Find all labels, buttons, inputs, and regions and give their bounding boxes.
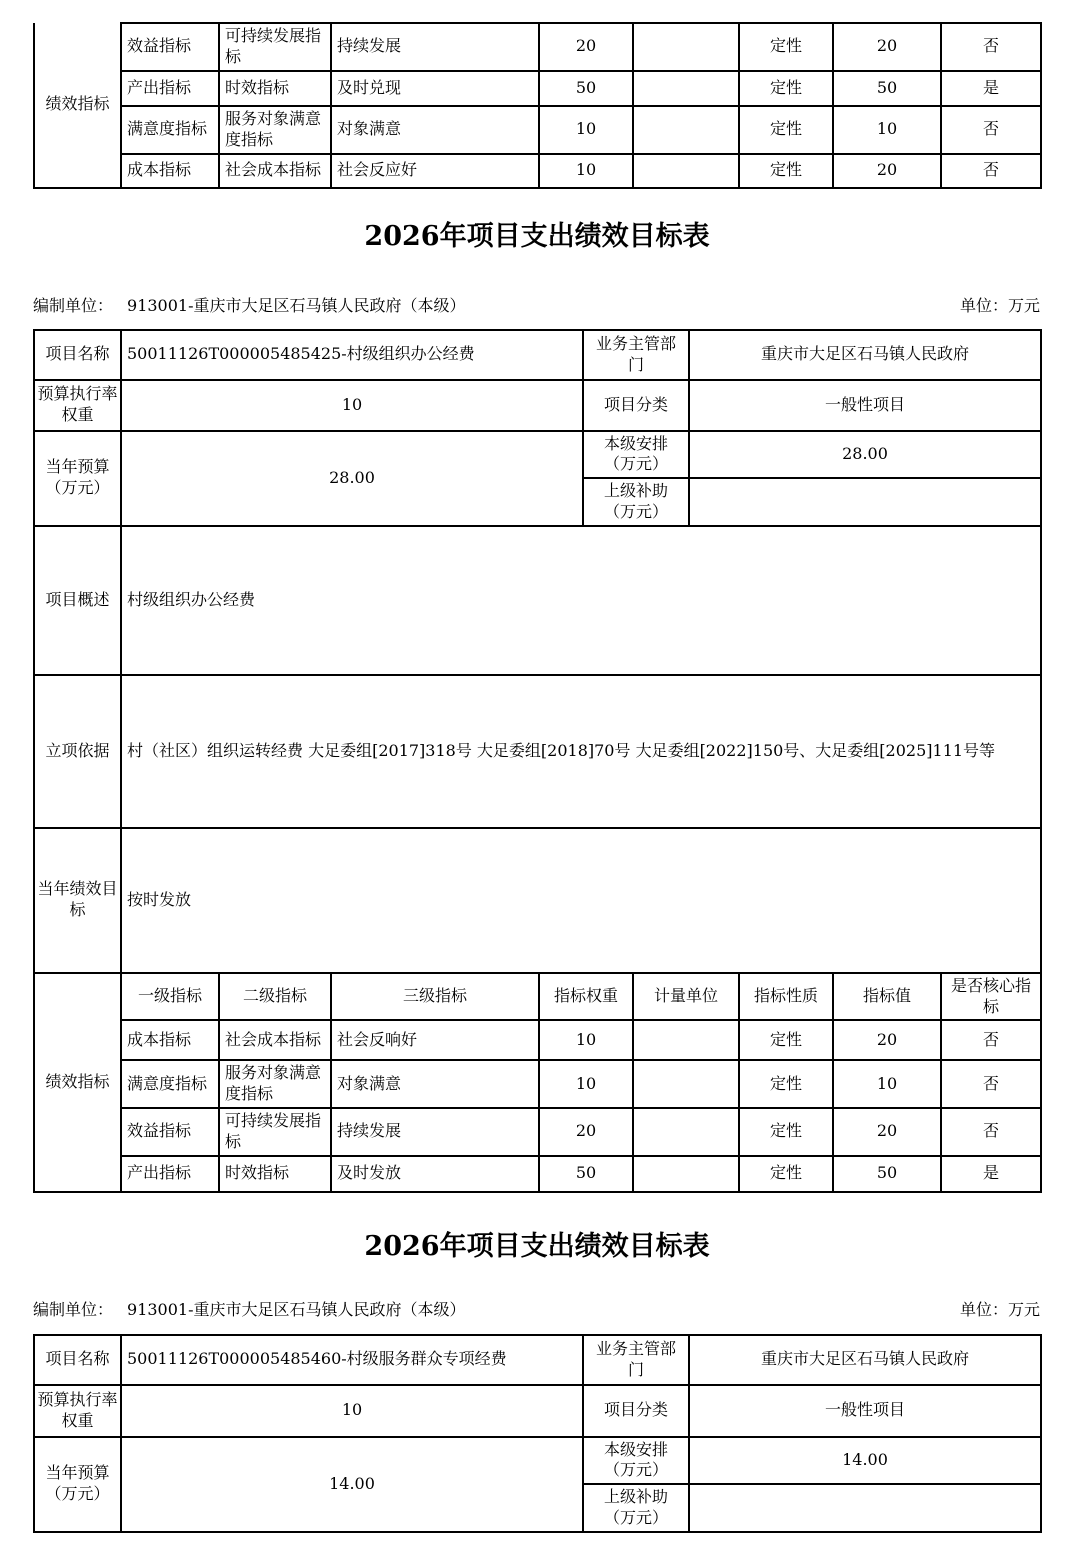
header-core: 是否核心指标	[941, 973, 1041, 1021]
org-line	[33, 1297, 1040, 1320]
cell-value: 20	[833, 1108, 941, 1156]
page-title: 2026年项目支出绩效目标表	[364, 1230, 710, 1262]
cell-level2: 社会成本指标	[219, 154, 331, 188]
overview-label: 项目概述	[34, 526, 121, 675]
table-row	[34, 1335, 1041, 1385]
table-row	[34, 526, 1041, 675]
table-row	[34, 23, 1041, 71]
subsidy-label: 上级补助（万元）	[583, 478, 689, 526]
cell-nature: 定性	[739, 1020, 833, 1060]
local-arrange-value: 14.00	[689, 1437, 1041, 1485]
org-label: 编制单位：	[33, 295, 114, 315]
cell-level3: 社会反响好	[331, 1020, 539, 1060]
carryover-indicator-table	[33, 22, 1042, 189]
local-arrange-label: 本级安排（万元）	[583, 1437, 689, 1485]
cell-core: 否	[941, 106, 1041, 154]
table-row	[34, 1437, 1041, 1485]
category-label: 项目分类	[583, 380, 689, 431]
category-value: 一般性项目	[689, 380, 1041, 431]
cell-level1: 产出指标	[121, 71, 219, 106]
table-row	[34, 828, 1041, 973]
header-unit: 计量单位	[633, 973, 739, 1021]
page-root	[0, 22, 1074, 1542]
perf-group-label: 绩效指标	[34, 23, 121, 188]
org-unit	[33, 1297, 466, 1320]
cell-value: 20	[833, 1020, 941, 1060]
unit-note: 单位：万元	[959, 1299, 1040, 1319]
cell-nature: 定性	[739, 154, 833, 188]
cell-level2: 服务对象满意度指标	[219, 106, 331, 154]
cell-unit	[633, 154, 739, 188]
exec-weight-label: 预算执行率权重	[34, 380, 121, 431]
cell-nature: 定性	[739, 71, 833, 106]
unit-note: 单位：万元	[959, 295, 1040, 315]
cell-value: 20	[833, 23, 941, 71]
cell-nature: 定性	[739, 106, 833, 154]
cell-level1: 产出指标	[121, 1156, 219, 1192]
project-name-value: 50011126T000005485460-村级服务群众专项经费	[121, 1335, 583, 1385]
category-value: 一般性项目	[689, 1385, 1041, 1437]
table-row	[34, 1060, 1041, 1108]
table-row	[34, 1020, 1041, 1060]
local-arrange-value: 28.00	[689, 431, 1041, 479]
cell-core: 是	[941, 71, 1041, 106]
cell-nature: 定性	[739, 1108, 833, 1156]
cell-nature: 定性	[739, 1156, 833, 1192]
cell-level3: 及时发放	[331, 1156, 539, 1192]
project-name-label: 项目名称	[34, 1335, 121, 1385]
table-row	[34, 330, 1041, 380]
table-row	[34, 675, 1041, 828]
goal-label: 当年绩效目标	[34, 828, 121, 973]
cell-value: 20	[833, 154, 941, 188]
subsidy-label: 上级补助（万元）	[583, 1484, 689, 1532]
cell-nature: 定性	[739, 23, 833, 71]
cell-level1: 成本指标	[121, 1020, 219, 1060]
budget-value: 14.00	[121, 1437, 583, 1532]
table-row	[34, 71, 1041, 106]
org-value: 913001-重庆市大足区石马镇人民政府（本级）	[127, 1299, 466, 1319]
cell-level3: 持续发展	[331, 23, 539, 71]
cell-unit	[633, 1108, 739, 1156]
cell-value: 10	[833, 106, 941, 154]
table-row	[34, 106, 1041, 154]
table-row	[34, 1108, 1041, 1156]
header-level1: 一级指标	[121, 973, 219, 1021]
org-value: 913001-重庆市大足区石马镇人民政府（本级）	[127, 295, 466, 315]
cell-weight: 10	[539, 1060, 633, 1108]
cell-weight: 20	[539, 1108, 633, 1156]
cell-level1: 效益指标	[121, 23, 219, 71]
cell-value: 50	[833, 71, 941, 106]
cell-unit	[633, 23, 739, 71]
header-value: 指标值	[833, 973, 941, 1021]
cell-value: 50	[833, 1156, 941, 1192]
table-row	[34, 431, 1041, 479]
table-row	[34, 1156, 1041, 1192]
cell-level2: 可持续发展指标	[219, 23, 331, 71]
project-name-value: 50011126T000005485425-村级组织办公经费	[121, 330, 583, 380]
cell-level3: 及时兑现	[331, 71, 539, 106]
project-name-label: 项目名称	[34, 330, 121, 380]
cell-level3: 社会反应好	[331, 154, 539, 188]
org-label: 编制单位：	[33, 1299, 114, 1319]
cell-unit	[633, 71, 739, 106]
cell-level1: 效益指标	[121, 1108, 219, 1156]
subsidy-value	[689, 1484, 1041, 1532]
header-nature: 指标性质	[739, 973, 833, 1021]
project-info-table-1	[33, 329, 1042, 974]
cell-unit	[633, 1156, 739, 1192]
cell-level1: 成本指标	[121, 154, 219, 188]
cell-level2: 时效指标	[219, 71, 331, 106]
goal-value: 按时发放	[121, 828, 1041, 973]
org-line	[33, 293, 1040, 316]
cell-core: 否	[941, 1060, 1041, 1108]
page-title: 2026年项目支出绩效目标表	[364, 220, 710, 252]
cell-level1: 满意度指标	[121, 106, 219, 154]
cell-level1: 满意度指标	[121, 1060, 219, 1108]
budget-label: 当年预算（万元）	[34, 1437, 121, 1532]
cell-level3: 对象满意	[331, 106, 539, 154]
category-label: 项目分类	[583, 1385, 689, 1437]
indicator-header-row	[34, 973, 1041, 1021]
budget-value: 28.00	[121, 431, 583, 526]
dept-label: 业务主管部门	[583, 330, 689, 380]
cell-level2: 时效指标	[219, 1156, 331, 1192]
cell-core: 否	[941, 1108, 1041, 1156]
budget-label: 当年预算（万元）	[34, 431, 121, 526]
cell-value: 10	[833, 1060, 941, 1108]
cell-weight: 50	[539, 1156, 633, 1192]
exec-weight-value: 10	[121, 380, 583, 431]
basis-value: 村（社区）组织运转经费 大足委组[2017]318号 大足委组[2018]70号 大足委组[2022]150号、大足委组[2025]111号等	[121, 675, 1041, 828]
cell-unit	[633, 106, 739, 154]
cell-core: 否	[941, 154, 1041, 188]
cell-level2: 服务对象满意度指标	[219, 1060, 331, 1108]
dept-value: 重庆市大足区石马镇人民政府	[689, 330, 1041, 380]
header-level3: 三级指标	[331, 973, 539, 1021]
project-info-table-2	[33, 1334, 1042, 1533]
indicator-table-1	[33, 972, 1042, 1193]
subsidy-value	[689, 478, 1041, 526]
perf-group-label: 绩效指标	[34, 973, 121, 1192]
local-arrange-label: 本级安排（万元）	[583, 431, 689, 479]
cell-level2: 可持续发展指标	[219, 1108, 331, 1156]
basis-label: 立项依据	[34, 675, 121, 828]
cell-level2: 社会成本指标	[219, 1020, 331, 1060]
cell-weight: 20	[539, 23, 633, 71]
cell-weight: 10	[539, 106, 633, 154]
cell-core: 否	[941, 1020, 1041, 1060]
cell-unit	[633, 1020, 739, 1060]
org-unit	[33, 293, 466, 316]
cell-weight: 50	[539, 71, 633, 106]
table-row	[34, 1385, 1041, 1437]
dept-label: 业务主管部门	[583, 1335, 689, 1385]
table-row	[34, 154, 1041, 188]
cell-weight: 10	[539, 1020, 633, 1060]
header-level2: 二级指标	[219, 973, 331, 1021]
overview-value: 村级组织办公经费	[121, 526, 1041, 675]
cell-level3: 持续发展	[331, 1108, 539, 1156]
table-row	[34, 380, 1041, 431]
exec-weight-value: 10	[121, 1385, 583, 1437]
dept-value: 重庆市大足区石马镇人民政府	[689, 1335, 1041, 1385]
cell-core: 是	[941, 1156, 1041, 1192]
header-weight: 指标权重	[539, 973, 633, 1021]
cell-level3: 对象满意	[331, 1060, 539, 1108]
cell-core: 否	[941, 23, 1041, 71]
exec-weight-label: 预算执行率权重	[34, 1385, 121, 1437]
cell-weight: 10	[539, 154, 633, 188]
cell-unit	[633, 1060, 739, 1108]
cell-nature: 定性	[739, 1060, 833, 1108]
